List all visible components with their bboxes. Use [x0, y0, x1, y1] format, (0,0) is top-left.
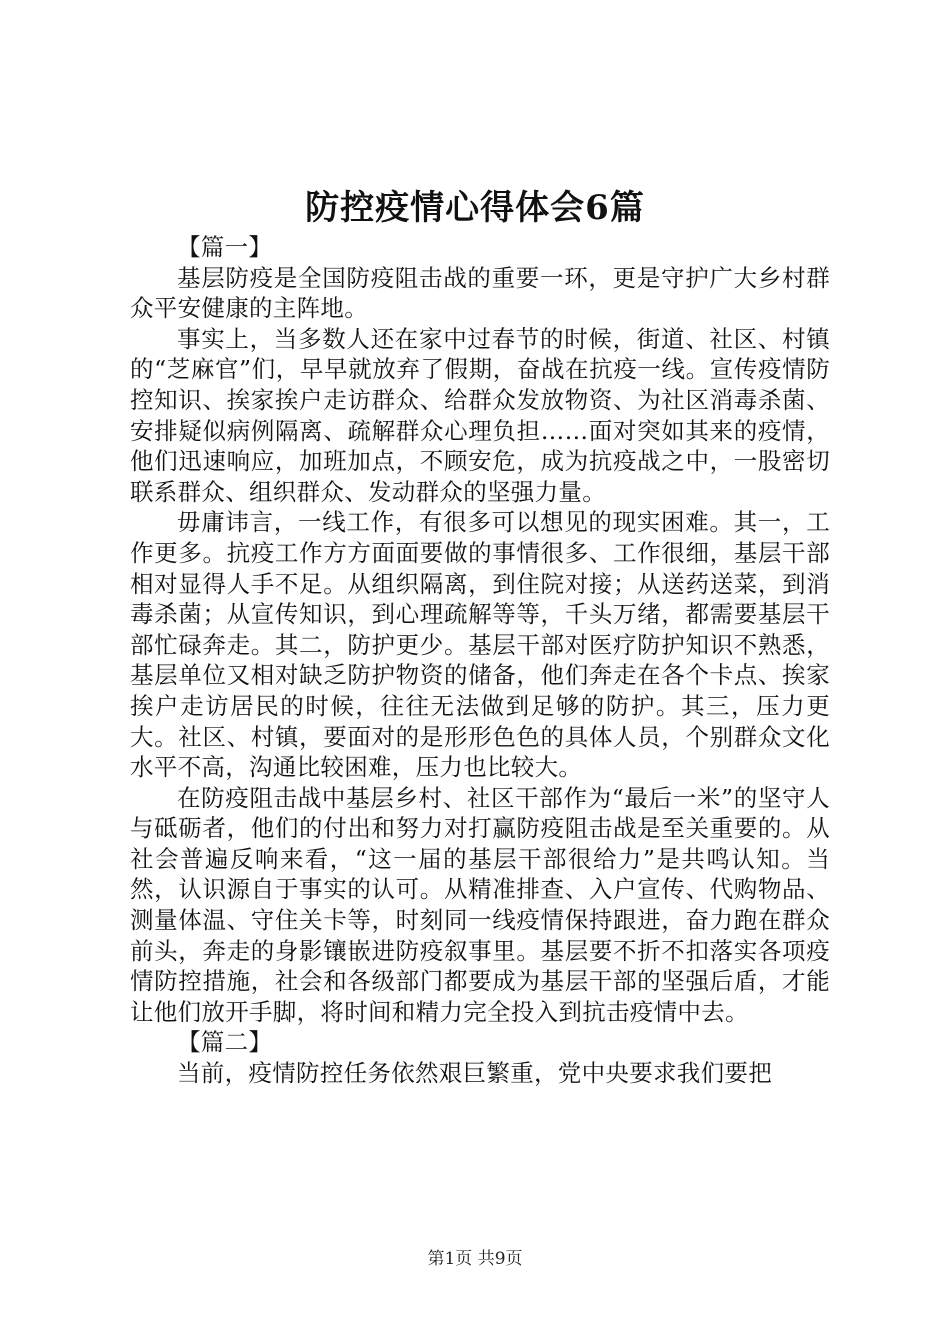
paragraph: 毋庸讳言，一线工作，有很多可以想见的现实困难。其一，工作更多。抗疫工作方方面面要做的事情很多、工作很细，基层干部相对显得人手不足。从组织隔离，到住院对接；从送药送菜，到消毒杀菌；从宣传知识，到心理疏解等等，千头万绪，都需要基层干部忙碌奔走。其二，防护更少。基层干部对医疗防护知识不熟悉，基层单位又相对缺乏防护物资的储备，他们奔走在各个卡点、挨家挨户走访居民的时候，往往无法做到足够的防护。其三，压力更大。社区、村镇，要面对的是形形色色的具体人员，个别群众文化水平不高，沟通比较困难，压力也比较大。: [130, 508, 830, 782]
paragraph: 在防疫阻击战中基层乡村、社区干部作为“最后一米”的坚守人与砥砺者，他们的付出和努力对打赢防疫阻击战是至关重要的。从社会普遍反响来看，“这一届的基层干部很给力”是共鸣认知。当然，认识源自于事实的认可。从精准排查、入户宣传、代购物品、测量体温、守住关卡等，时刻同一线疫情保持跟进，奋力跑在群众前头，奔走的身影镶嵌进防疫叙事里。基层要不折不扣落实各项疫情防控措施，社会和各级部门都要成为基层干部的坚强后盾，才能让他们放开手脚，将时间和精力完全投入到抗击疫情中去。: [130, 783, 830, 1026]
document-title: 防控疫情心得体会6篇: [305, 188, 645, 228]
section-heading: 【篇一】: [177, 233, 273, 261]
page-footer: 第1页 共9页: [427, 1249, 523, 1269]
section-heading: 【篇二】: [177, 1028, 273, 1057]
paragraph: 当前，疫情防控任务依然艰巨繁重，党中央要求我们要把: [177, 1059, 772, 1088]
paragraph: 事实上，当多数人还在家中过春节的时候，街道、社区、村镇的“芝麻官”们，早早就放弃了假期，奋战在抗疫一线。宣传疫情防控知识、挨家挨户走访群众、给群众发放物资、为社区消毒杀菌、安排疑似病例隔离、疏解群众心理负担……面对突如其来的疫情，他们迅速响应，加班加点，不顾安危，成为抗疫战之中，一股密切联系群众、组织群众、发动群众的坚强力量。: [130, 324, 830, 506]
document-body: [130, 232, 830, 1089]
paragraph: 基层防疫是全国防疫阻击战的重要一环，更是守护广大乡村群众平安健康的主阵地。: [130, 263, 830, 323]
